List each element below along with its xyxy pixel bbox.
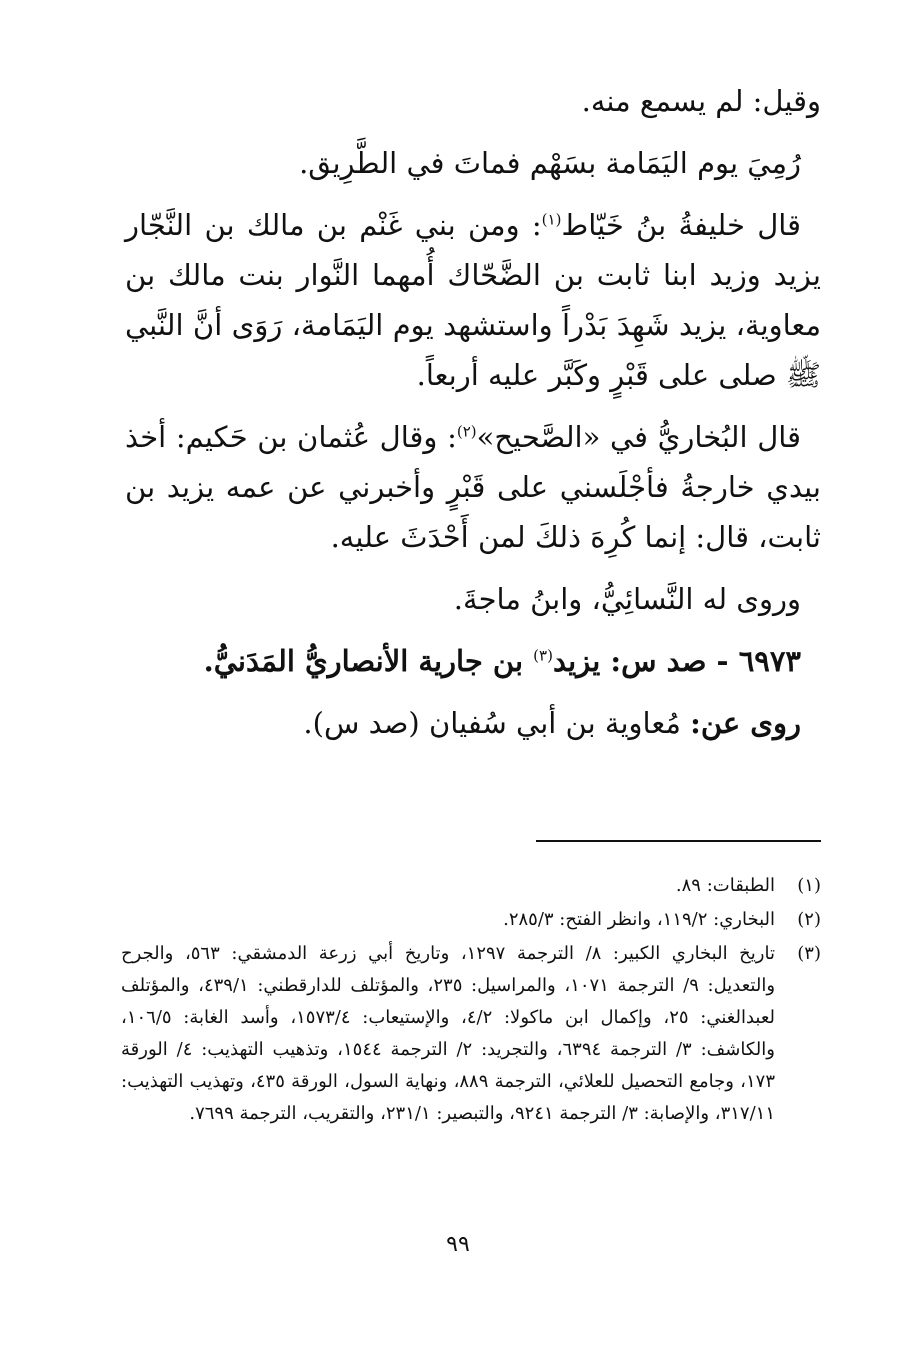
footnote-number: (١) [797,875,821,896]
page-number: ٩٩ [446,1232,470,1257]
rawa-an-text: مُعاوية بن أبي سُفيان (صد س). [303,706,691,740]
footnote-ref-1: (١) [541,210,562,229]
footnote-number: (٢) [797,909,821,930]
paragraph-bukhari-body: : وقال عُثمان بن حَكيم: أخذ بيدي خارجةُ فأجْلَسني على قَبْرٍ وأخبرني عن عمه يزيد بن ثابت، قال: إنما كُرِهَ ذلكَ لمن أَحْدَثَ عليه. [125,420,821,554]
entry-name: بن جارية الأنصاريُّ المَدَنيُّ. [203,644,534,678]
footnote-1 [121,870,821,902]
entry-number: ٦٩٧٣ - صد س: يزيد [552,644,801,678]
paragraph-khalifa [125,200,821,400]
footnote-separator [536,840,821,842]
footnote-text: البخاري: ١١٩/٢، وانظر الفتح: ٢٨٥/٣. [503,909,775,930]
footnote-ref-3: (٣) [533,646,553,665]
paragraph-bukhari [125,412,821,562]
text-narration: وروى له النَّسائِيُّ، وابنُ ماجةَ. [453,582,801,616]
footnotes [121,870,821,1132]
paragraph-khalifa-body: : ومن بني غَنْم بن مالك بن النَّجّار يزيد وزيد ابنا ثابت بن الضَّحّاك أُمهما النَّوار بنت مالك بن معاوية، يزيد شَهِدَ بَدْراً واستشهد يوم اليَمَامة، رَوَى أنَّ النَّبي ﷺ صلى على قَبْرٍ وكَبَّر عليه أربعاً. [125,208,821,392]
footnote-3 [121,938,821,1130]
footnote-text: الطبقات: ٨٩. [675,875,775,896]
entry-heading [125,636,821,686]
main-text [125,76,821,760]
rawa-an-line [125,698,821,748]
paragraph-khalifa-lead: قال خليفةُ بنُ خَيّاط [561,208,801,242]
paragraph-bukhari-lead: قال البُخاريُّ في «الصَّحيح» [476,420,801,454]
text-line-2: رُمِيَ يوم اليَمَامة بسَهْم فماتَ في الطَّرِيق. [299,146,801,180]
footnote-ref-2: (٢) [456,422,477,441]
footnote-2 [121,904,821,936]
footnote-text: تاريخ البخاري الكبير: ٨/ الترجمة ١٢٩٧، وتاريخ أبي زرعة الدمشقي: ٥٦٣، والجرح والتعديل: ٩/ الترجمة ١٠٧١، والمراسيل: ٢٣٥، والمؤتلف للدارقطني: ٤٣٩/١، والمؤتلف لعبدالغني: ٢٥، وإكمال ابن ماكولا: ٤/٢، والإستيعاب: ١٥٧٣/٤، وأسد الغابة: ١٠٦/٥، والكاشف: ٣/ الترجمة ٦٣٩٤، والتجريد: ٢/ الترجمة ١٥٤٤، وتذهيب التهذيب: ٤/ الورقة ١٧٣، وجامع التحصيل للعلائي، الترجمة ٨٨٩، ونهاية السول، الورقة ٤٣٥، وتهذيب التهذيب: ٣١٧/١١، والإصابة: ٣/ الترجمة ٩٢٤١، والتبصير: ٢٣١/١، والتقريب، الترجمة ٧٦٩٩. [121,943,776,1124]
text-line-1: وقيل: لم يسمع منه. [581,84,821,118]
rawa-an-label: روى عن: [690,706,801,740]
footnote-number: (٣) [797,943,821,964]
